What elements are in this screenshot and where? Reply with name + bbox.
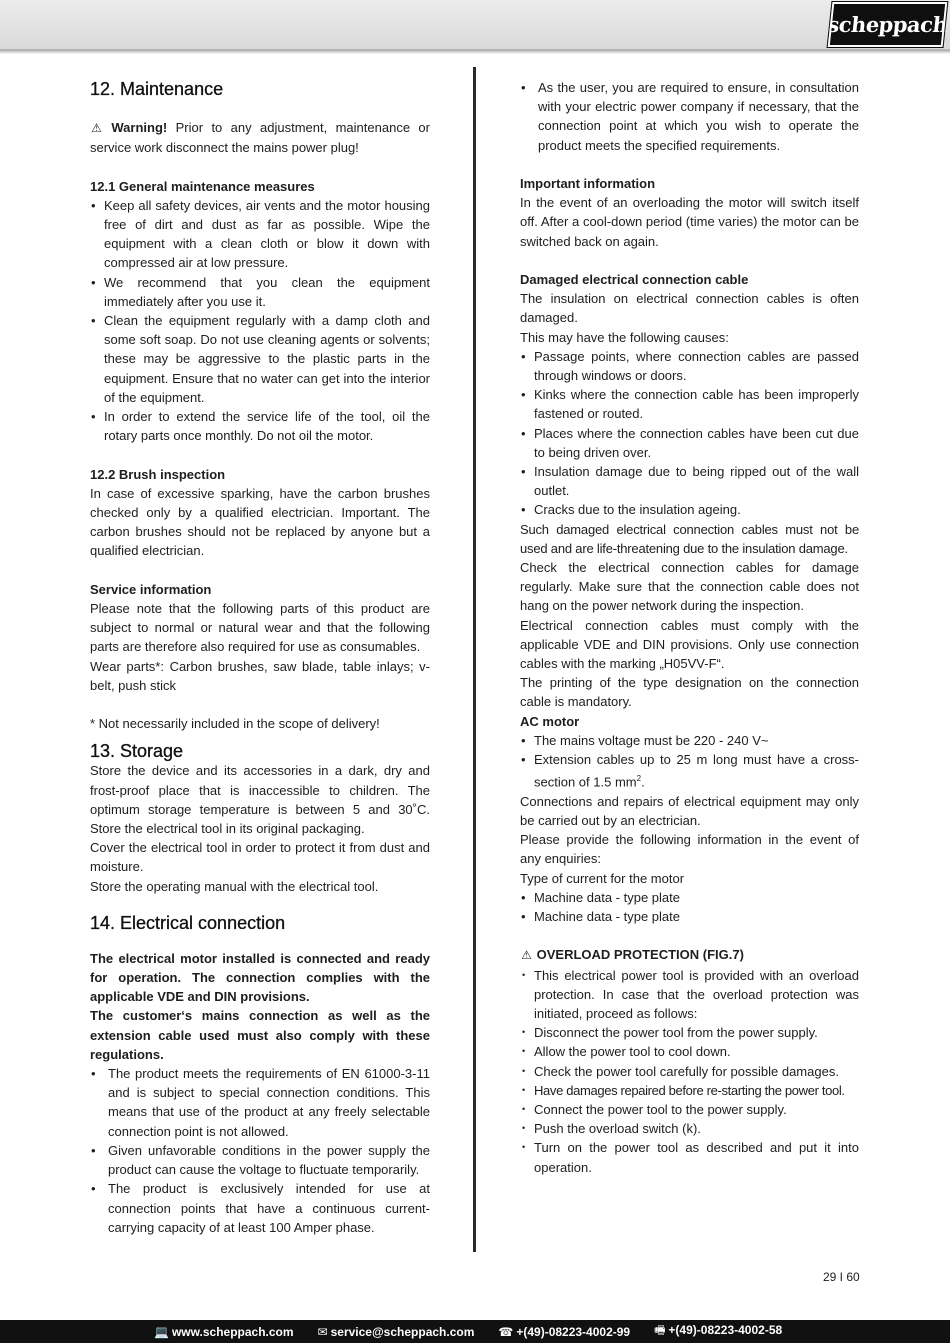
maintenance-list <box>90 196 430 446</box>
list-item: • Cracks due to the insulation ageing. <box>520 500 859 519</box>
list-item: • We recommend that you clean the equipment immediately after you use it. <box>90 273 430 311</box>
list-item: • Machine data - type plate <box>520 907 859 926</box>
wear-parts-text: Wear parts*: Carbon brushes, saw blade, table inlays; v-belt, push stick <box>90 658 430 693</box>
page-number: 29 I 60 <box>823 1270 860 1284</box>
section-13-title: 13. Storage <box>90 741 184 762</box>
list-item: • Given unfavorable conditions in the power supply the product can cause the voltage to fluctuate temporarily. <box>90 1141 430 1179</box>
important-information-text: In the event of an overloading the motor will switch itself off. After a cool-down period (time varies) the motor can be switched back on again. <box>520 195 859 249</box>
list-item: • Have damages repaired before re-starting the power tool. <box>520 1081 859 1100</box>
electrical-bold-1: The electrical motor installed is connected and ready for operation. The connection complies with the applicable VDE and DIN provisions. <box>90 950 430 1005</box>
machine-data-list <box>520 888 859 926</box>
damaged-cable-p1: Such damaged electrical connection cables must not be used and are life-threatening due to the insulation damage. <box>520 521 859 556</box>
header-shadow <box>0 50 950 54</box>
damaged-cable-p2: Check the electrical connection cables for damage regularly. Make sure that the connection cable does not hang on the power network during the inspection. <box>520 560 859 614</box>
list-item: • The product meets the requirements of EN 61000-3-11 and is subject to special connection conditions. This means that use of the product at any freely selectable connection point is not allowed. <box>90 1064 430 1141</box>
damaged-cable-p3: Electrical connection cables must comply with the applicable VDE and DIN provisions. Only use connection cables with the marking „H05VV-F“. <box>520 617 859 672</box>
list-item: • Clean the equipment regularly with a damp cloth and some soft soap. Do not use cleaning agents or solvents; these may be aggressive to the plastic parts in the equipment. Ensure that no water can get into the interior of the equipment. <box>90 311 430 407</box>
list-item: • This electrical power tool is provided with an overload protection. In case that the overload protection was initiated, proceed as follows: <box>520 966 859 1024</box>
section-12-2-title: 12.2 Brush inspection <box>90 466 226 482</box>
ac-motor-title: AC motor <box>520 713 580 729</box>
service-information-title: Service information <box>90 581 212 597</box>
damaged-cable-title: Damaged electrical connection cable <box>520 272 749 287</box>
fax-icon: 🖷 <box>654 1323 666 1337</box>
ac-motor-list <box>520 731 859 792</box>
overload-protection-title: ⚠ OVERLOAD PROTECTION (FIG.7) <box>520 945 859 965</box>
mail-icon: ✉ <box>317 1324 328 1339</box>
section-12-1-title: 12.1 General maintenance measures <box>90 178 315 194</box>
list-item: • Connect the power tool to the power supply. <box>520 1100 859 1119</box>
section-14-title: 14. Electrical connection <box>90 912 286 933</box>
ac-motor-p2: Please provide the following information in the event of any enquiries: <box>520 832 859 867</box>
list-item: • Extension cables up to 25 m long must have a cross-section of 1.5 $mm^2$. <box>520 750 859 792</box>
list-item: • The product is exclusively intended for use at connection points that have a continuous current-carrying capacity of at least 100 Amper phase. <box>90 1179 430 1237</box>
list-item: • As the user, you are required to ensure, in consultation with your electric power company if necessary, that the connection point at which you wish to operate the product meets the specified requirements. <box>520 78 859 155</box>
warning-paragraph: ⚠ Warning! Prior to any adjustment, maintenance or service work disconnect the mains power plug! <box>90 120 430 156</box>
user-requirement-list <box>520 78 859 155</box>
important-information-title: Important information <box>520 176 656 191</box>
ac-motor-p1: Connections and repairs of electrical equipment may only be carried out by an electrician. <box>520 793 859 829</box>
column-divider <box>473 67 476 1252</box>
list-item: • Places where the connection cables have been cut due to being driven over. <box>520 424 859 462</box>
footer-bar <box>0 1320 950 1343</box>
left-column <box>90 78 430 1237</box>
scheppach-logo: scheppach <box>828 2 948 47</box>
list-item: • In order to extend the service life of the tool, oil the rotary parts once monthly. Do not oil the motor. <box>90 407 430 445</box>
overload-list <box>520 966 859 1177</box>
damaged-cable-text: The insulation on electrical connection cables is often damaged. <box>520 291 859 326</box>
list-item: • Check the power tool carefully for possible damages. <box>520 1062 859 1081</box>
list-item: • Turn on the power tool as described and put it into operation. <box>520 1138 859 1176</box>
footer-phone: ☎ +(49)-08223-4002-99 <box>498 1324 631 1339</box>
footer-website[interactable]: 💻 www.scheppach.com <box>154 1324 294 1339</box>
list-item: • The mains voltage must be 220 - 240 V~ <box>520 731 859 750</box>
ac-motor-p3: Type of current for the motor <box>520 870 685 886</box>
list-item: • Keep all safety devices, air vents and the motor housing free of dirt and dust as far as possible. Wipe the equipment with a clean cloth or blow it down with compressed air at low pressure. <box>90 196 430 273</box>
damaged-cable-p4: The printing of the type designation on the connection cable is mandatory. <box>520 675 859 710</box>
electrical-bold-2: The customer‘s mains connection as well as the extension cable used must also comply with these regulations. <box>90 1008 430 1062</box>
storage-text-3: Store the operating manual with the electrical tool. <box>90 878 379 894</box>
footer-fax: 🖷 +(49)-08223-4002-58 <box>654 1323 783 1337</box>
causes-list <box>520 347 859 520</box>
list-item: • Passage points, where connection cables are passed through windows or doors. <box>520 347 859 385</box>
section-12-title: 12. Maintenance <box>90 79 224 99</box>
computer-icon: 💻 <box>154 1324 169 1339</box>
brush-inspection-text: In case of excessive sparking, have the carbon brushes checked only by a qualified electrician. Important. The carbon brushes should not be replaced by anyone but a qualified electrician. <box>90 485 430 559</box>
electrical-list <box>90 1064 430 1237</box>
storage-text-2: Cover the electrical tool in order to protect it from dust and moisture. <box>90 840 430 875</box>
list-item: • Kinks where the connection cable has been improperly fastened or routed. <box>520 385 859 423</box>
service-information-text: Please note that the following parts of this product are subject to normal or natural wear and that the following parts are therefore also required for use as consumables. <box>90 601 430 655</box>
list-item: • Allow the power tool to cool down. <box>520 1042 859 1061</box>
header-bar <box>0 0 950 50</box>
warning-icon: ⚠ <box>521 948 532 963</box>
list-item: • Insulation damage due to being ripped out of the wall outlet. <box>520 462 859 500</box>
storage-text: Store the device and its accessories in a dark, dry and frost-proof place that is inaccessible to children. The optimum storage temperature is between 5 and 30˚C. Store the electrical tool in its original packaging. <box>90 763 430 837</box>
list-item: • Machine data - type plate <box>520 888 859 907</box>
warning-icon: ⚠ <box>91 121 102 135</box>
list-item: • Push the overload switch (k). <box>520 1119 859 1138</box>
phone-icon: ☎ <box>498 1324 514 1339</box>
footnote: * Not necessarily included in the scope of delivery! <box>90 716 380 732</box>
causes-intro: This may have the following causes: <box>520 329 729 345</box>
footer-email[interactable]: ✉ service@scheppach.com <box>317 1324 475 1339</box>
right-column <box>520 78 859 1177</box>
list-item: • Disconnect the power tool from the power supply. <box>520 1023 859 1042</box>
